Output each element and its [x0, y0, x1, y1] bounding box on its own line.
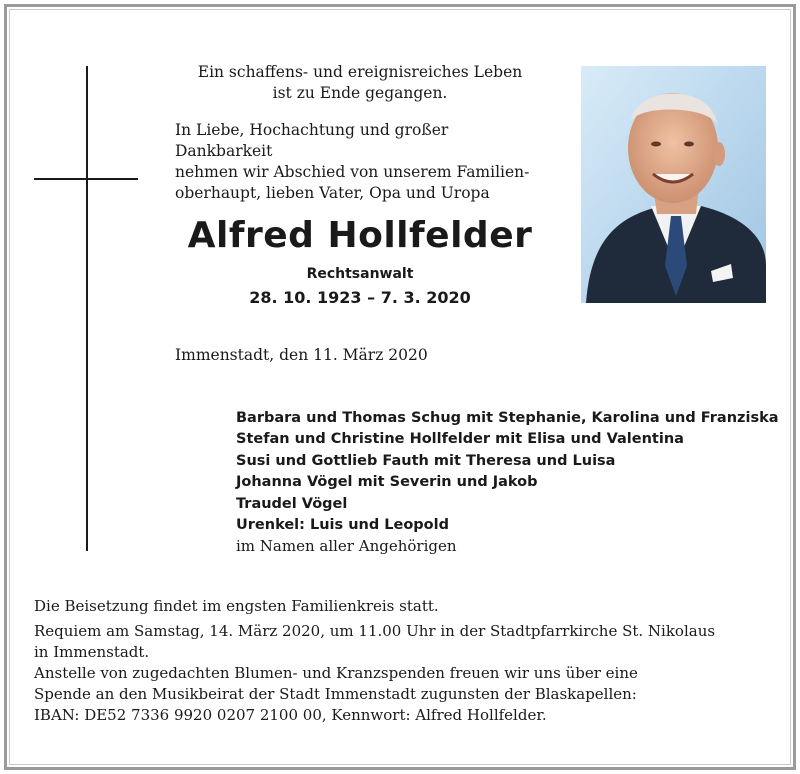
intro-paragraph	[175, 120, 545, 204]
intro-text	[175, 62, 545, 204]
intro-line-1: Ein schaffens- und ereignisreiches Leben	[197, 63, 523, 81]
mourner-line: Urenkel: Luis und Leopold	[236, 517, 449, 534]
portrait-photo	[581, 66, 766, 303]
cross-vertical-bar	[86, 66, 88, 551]
intro-line-2: ist zu Ende gegangen.	[272, 84, 448, 102]
deceased-name: Alfred Hollfelder	[187, 215, 533, 256]
notice-line-5: Spende an den Musikbeirat der Stadt Immenstadt zugunsten der Blaskapellen:	[34, 685, 637, 703]
mourners-list	[236, 408, 779, 558]
place-and-date: Immenstadt, den 11. März 2020	[175, 346, 428, 364]
mourner-line: Traudel Vögel	[236, 495, 348, 512]
mourner-line: Johanna Vögel mit Severin und Jakob	[236, 474, 538, 491]
mourner-line: Barbara und Thomas Schug mit Stephanie, Karolina und Franziska	[236, 410, 779, 426]
notice-line-2: Requiem am Samstag, 14. März 2020, um 11.00 Uhr in der Stadtpfarrkirche St. Nikolaus	[34, 622, 716, 640]
notice-line-6: IBAN: DE52 7336 9920 0207 2100 00, Kennwort: Alfred Hollfelder.	[34, 706, 547, 724]
cross-horizontal-bar	[34, 178, 138, 180]
intro-line-3: In Liebe, Hochachtung und großer Dankbarkeit	[175, 121, 449, 160]
closing-line: im Namen aller Angehörigen	[236, 537, 457, 556]
intro-line-4: nehmen wir Abschied von unserem Familien-	[175, 163, 530, 181]
portrait-illustration	[581, 66, 766, 303]
mourner-line: Stefan und Christine Hollfelder mit Elisa und Valentina	[236, 431, 684, 448]
notice-line-4: Anstelle von zugedachten Blumen- und Kranzspenden freuen wir uns über eine	[34, 664, 638, 682]
deceased-profession: Rechtsanwalt	[306, 266, 414, 282]
notice-line-3: in Immenstadt.	[34, 643, 150, 661]
funeral-notice	[34, 596, 774, 726]
mourner-line: Susi und Gottlieb Fauth mit Theresa und Luisa	[236, 452, 616, 469]
notice-line-1: Die Beisetzung findet im engsten Familienkreis statt.	[34, 597, 439, 615]
life-dates: 28. 10. 1923 – 7. 3. 2020	[249, 288, 471, 307]
intro-line-5: oberhaupt, lieben Vater, Opa und Uropa	[175, 184, 490, 202]
